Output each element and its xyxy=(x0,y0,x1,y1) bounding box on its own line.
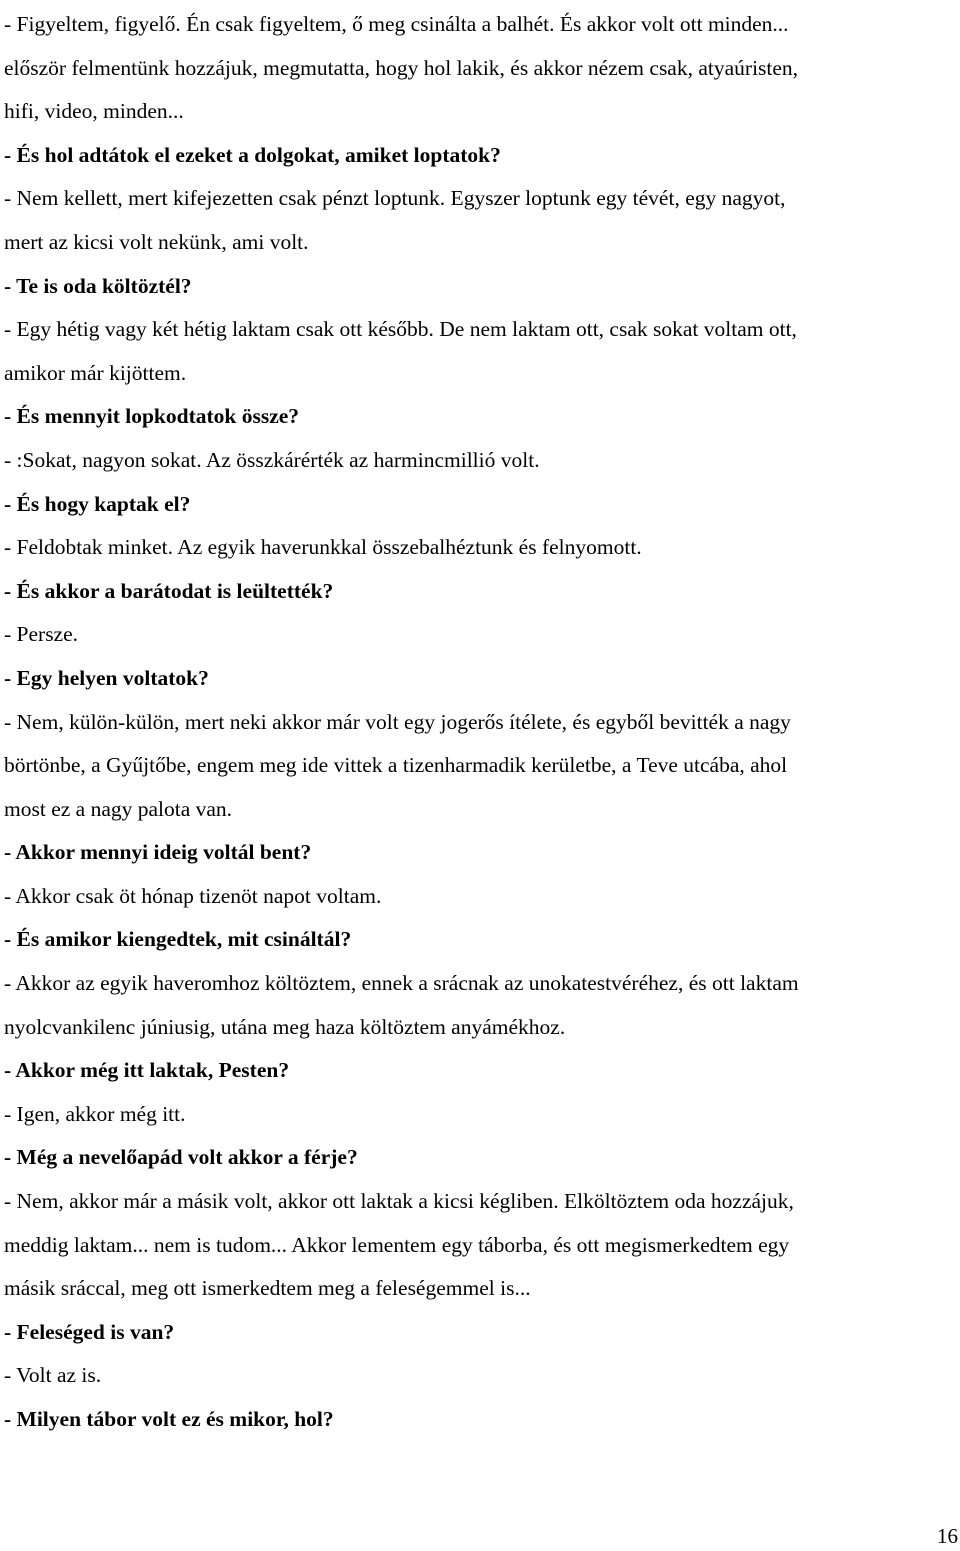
question-line: - Te is oda költöztél? xyxy=(4,273,192,298)
answer-line: meddig laktam... nem is tudom... Akkor lementem egy táborba, és ott megismerkedtem egy xyxy=(4,1232,790,1257)
question-line: - Akkor még itt laktak, Pesten? xyxy=(4,1058,290,1083)
answer-line: most ez a nagy palota van. xyxy=(4,796,233,821)
answer-line: - Egy hétig vagy két hétig laktam csak ott később. De nem laktam ott, csak sokat voltam ott, xyxy=(4,317,797,342)
answer-line: nyolcvankilenc júniusig, utána meg haza költöztem anyámékhoz. xyxy=(4,1014,566,1039)
answer-line: - :Sokat, nagyon sokat. Az összkárérték az harmincmillió volt. xyxy=(4,447,540,472)
answer-line: - Figyeltem, figyelő. Én csak figyeltem, ő meg csinálta a balhét. És akkor volt ott minden... xyxy=(4,12,789,36)
answer-line: - Nem, külön-külön, mert neki akkor már volt egy jogerős ítélete, és egyből bevitték a nagy xyxy=(4,709,791,734)
answer-line: - Persze. xyxy=(4,622,79,647)
question-line: - Még a nevelőapád volt akkor a férje? xyxy=(4,1145,358,1170)
answer-line: - Nem, akkor már a másik volt, akkor ott laktak a kicsi kégliben. Elköltöztem oda hozzájuk, xyxy=(4,1189,794,1214)
answer-line: amikor már kijöttem. xyxy=(4,360,187,385)
answer-line: - Nem kellett, mert kifejezetten csak pénzt loptunk. Egyszer loptunk egy tévét, egy nagyot, xyxy=(4,186,786,211)
question-line: - És hogy kaptak el? xyxy=(4,491,191,516)
answer-line: - Akkor az egyik haveromhoz költöztem, ennek a srácnak az unokatestvéréhez, és ott laktam xyxy=(4,971,799,996)
answer-line: először felmentünk hozzájuk, megmutatta, hogy hol lakik, és akkor nézem csak, atyaúristen, xyxy=(4,55,799,80)
question-line: - És mennyit lopkodtatok össze? xyxy=(4,404,300,429)
answer-line: mert az kicsi volt nekünk, ami volt. xyxy=(4,229,309,254)
question-line: - És hol adtátok el ezeket a dolgokat, amiket loptatok? xyxy=(4,142,501,167)
answer-line: - Feldobtak minket. Az egyik haverunkkal összebalhéztunk és felnyomott. xyxy=(4,535,642,560)
answer-line: hifi, video, minden... xyxy=(4,99,184,124)
answer-line: - Volt az is. xyxy=(4,1363,102,1388)
question-line: - Feleséged is van? xyxy=(4,1319,175,1344)
answer-line: másik sráccal, meg ott ismerkedtem meg a feleségemmel is... xyxy=(4,1276,531,1301)
question-line: - Egy helyen voltatok? xyxy=(4,665,209,690)
answer-line: - Akkor csak öt hónap tizenöt napot voltam. xyxy=(4,883,382,908)
question-line: - Akkor mennyi ideig voltál bent? xyxy=(4,840,312,865)
question-line: - Milyen tábor volt ez és mikor, hol? xyxy=(4,1407,334,1431)
question-line: - És amikor kiengedtek, mit csináltál? xyxy=(4,927,352,952)
interview-transcript xyxy=(4,3,954,1442)
question-line: - És akkor a barátodat is leültették? xyxy=(4,578,334,603)
page-number: 16 xyxy=(937,1524,958,1548)
answer-line: börtönbe, a Gyűjtőbe, engem meg ide vittek a tizenharmadik kerületbe, a Teve utcába, ahol xyxy=(4,753,788,778)
answer-line: - Igen, akkor még itt. xyxy=(4,1101,186,1126)
